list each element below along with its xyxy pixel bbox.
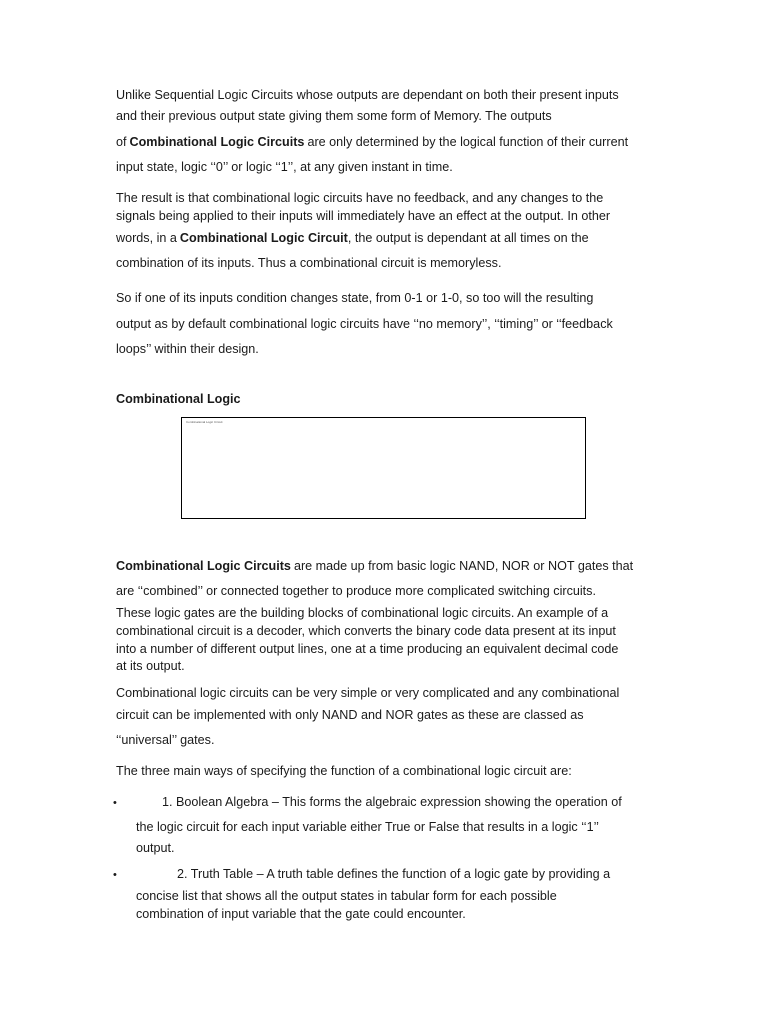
section-heading: Combinational Logic xyxy=(116,392,241,406)
diagram-caption: Combinational Logic Circuit xyxy=(186,420,223,424)
body-text-line: So if one of its inputs condition changes state, from 0-1 or 1-0, so too will the resulting xyxy=(116,291,594,305)
text-run: are only determined by the logical function of their current xyxy=(307,135,629,149)
body-text-line: circuit can be implemented with only NAND and NOR gates as these are classed as xyxy=(116,708,584,722)
body-text-line: and their previous output state giving them some form of Memory. The outputs xyxy=(116,109,552,123)
text-run: , the output is dependant at all times on the xyxy=(347,231,589,245)
body-text-line: The three main ways of specifying the function of a combinational logic circuit are: xyxy=(116,764,572,778)
list-item-text: 1. Boolean Algebra – This forms the algebraic expression showing the operation of xyxy=(162,795,622,809)
body-text-line: Combinational logic circuits can be very simple or very complicated and any combinational xyxy=(116,686,620,700)
list-item-text: combination of input variable that the gate could encounter. xyxy=(136,907,466,921)
body-text-line xyxy=(116,135,628,149)
list-item-text: the logic circuit for each input variable either True or False that results in a logic ‘‘1’’ xyxy=(136,820,599,834)
bold-term: Combinational Logic Circuit xyxy=(179,231,348,245)
body-text-line xyxy=(116,559,633,573)
body-text-line xyxy=(116,231,589,245)
diagram-figure xyxy=(181,417,586,519)
body-text-line: signals being applied to their inputs will immediately have an effect at the output. In other xyxy=(116,209,611,223)
text-run: are made up from basic logic NAND, NOR or NOT gates that xyxy=(293,559,634,573)
list-item-text: output. xyxy=(136,841,175,855)
body-text-line: at its output. xyxy=(116,659,185,673)
list-item-text: 2. Truth Table – A truth table defines the function of a logic gate by providing a xyxy=(177,867,611,881)
bold-term: Combinational Logic Circuits xyxy=(116,559,291,573)
body-text-line: loops’’ within their design. xyxy=(116,342,259,356)
body-text-line: combinational circuit is a decoder, which converts the binary code data present at its input xyxy=(116,624,616,638)
bullet-icon: • xyxy=(113,797,117,809)
text-run: of xyxy=(116,135,127,149)
body-text-line: input state, logic ‘‘0’’ or logic ‘‘1’’, at any given instant in time. xyxy=(116,160,453,174)
text-run: words, in a xyxy=(116,231,177,245)
list-item-text: concise list that shows all the output states in tabular form for each possible xyxy=(136,889,557,903)
bold-term: Combinational Logic Circuits xyxy=(129,135,305,149)
bullet-icon: • xyxy=(113,869,117,881)
body-text-line: into a number of different output lines, one at a time producing an equivalent decimal code xyxy=(116,642,619,656)
body-text-line: ‘‘universal’’ gates. xyxy=(116,733,215,747)
body-text-line: output as by default combinational logic circuits have ‘‘no memory’’, ‘‘timing’’ or ‘‘feedback xyxy=(116,317,613,331)
body-text-line: The result is that combinational logic circuits have no feedback, and any changes to the xyxy=(116,191,604,205)
body-text-line: are ‘‘combined’’ or connected together to produce more complicated switching circuits. xyxy=(116,584,596,598)
body-text-line: Unlike Sequential Logic Circuits whose outputs are dependant on both their present inputs xyxy=(116,88,619,102)
body-text-line: combination of its inputs. Thus a combinational circuit is memoryless. xyxy=(116,256,502,270)
body-text-line: These logic gates are the building blocks of combinational logic circuits. An example of a xyxy=(116,606,609,620)
